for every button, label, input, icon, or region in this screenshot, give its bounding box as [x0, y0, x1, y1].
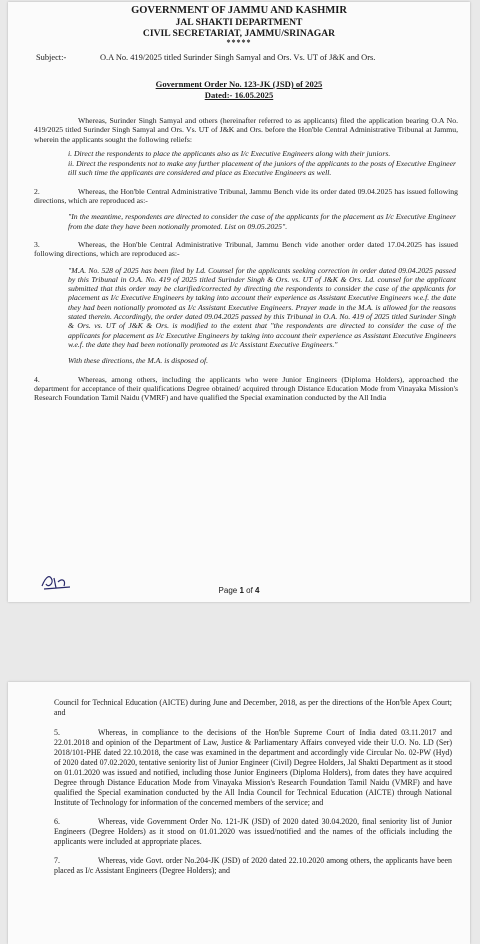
order-heading	[8, 79, 470, 100]
paragraph-3-text: Whereas, the Hon'ble Central Administrative Tribunal, Jammu Bench vide another order dated 17.04.2025 has issued following directions, which are reproduced as:-	[34, 239, 458, 259]
paragraph-7-number: 7.	[54, 856, 60, 865]
header-government: GOVERNMENT OF JAMMU AND KASHMIR	[131, 5, 347, 16]
letterhead	[8, 5, 470, 47]
order-number: Government Order No. 123-JK (JSD) of 2025	[155, 79, 323, 89]
paragraph-5-text: Whereas, in compliance to the decisions of the Hon'ble Supreme Court of India dated 03.11.2017 and 22.01.2018 and opinion of the Department of Law, Justice & Parliamentary Affairs conveyed vide their U.O. No. LD (Ser) 2018/101-PHE dated 22.10.2018, the case was examined in the department and accordingly vide Circular No. 02-PW (Hyd) of 2020 dated 07.02.2020, tentative seniority list of Junior Engineer (Civil) Degree Holders, Jal Shakti Department as it stood on 01.01.2020 was issued and notified, including those Junior Engineers (Diploma Holders), from dates they have acquired Degree through Distance Education Mode from Vinayaka Mission's Research Foundation Tamil Naidu (VMRF) and have qualified the Special examination conducted by the All India Council for Technical Education (AICTE) through National Institute of Technology for information of the concerned members of the service; and	[54, 728, 452, 807]
subject-line	[36, 52, 458, 63]
subject-text: O.A No. 419/2025 titled Surinder Singh Samyal and Ors. Vs. UT of J&K and Ors.	[100, 53, 376, 62]
current-page: 1	[239, 586, 244, 595]
paragraph-2-number: 2.	[34, 186, 40, 196]
paragraph-2-text: Whereas, the Hon'ble Central Administrative Tribunal, Jammu Bench vide its order dated 09.04.2025 has issued following directions, which are reproduced as:-	[34, 186, 458, 206]
page-label: Page	[218, 586, 240, 595]
page-of-label: of	[243, 586, 256, 595]
relief-1: i. Direct the respondents to place the applicants also as I/c Executive Engineers along with their juniors.	[68, 148, 391, 158]
paragraph-7-text: Whereas, vide Govt. order No.204-JK (JSD) of 2020 dated 22.10.2020 among others, the applicants have been placed as I/c Assistant Engineers (Degree Holders); and	[54, 856, 452, 875]
total-pages: 4	[255, 586, 260, 595]
paragraph-2	[34, 187, 458, 206]
quote-para-3-closing: With these directions, the M.A. is disposed of.	[68, 356, 208, 366]
paragraph-6	[54, 817, 452, 847]
header-department: JAL SHAKTI DEPARTMENT	[175, 17, 303, 28]
paragraph-4	[34, 375, 458, 403]
order-date: Dated:- 16.05.2025	[204, 89, 274, 100]
paragraph-6-number: 6.	[54, 817, 60, 826]
paragraph-3-number: 3.	[34, 239, 40, 249]
paragraph-4-number: 4.	[34, 374, 40, 384]
header-stars: *****	[226, 38, 252, 47]
paragraph-1: Whereas, Surinder Singh Samyal and others (hereinafter referred to as applicants) filed the application bearing O.A No. 419/2025 titled Surinder Singh Samyal and Ors. Vs. UT of J&K and Ors. before the Hon'ble Central Administrative Tribunal at Jammu, wherein the applicants sought the following reliefs:	[34, 116, 458, 144]
document-page-2	[8, 682, 470, 944]
paragraph-5	[54, 728, 452, 808]
quote-para-3: "M.A. No. 528 of 2025 has been filed by Ld. Counsel for the applicants seeking correction in order dated 09.04.2025 passed by this Tribunal in O.A. No. 419 of 2025 titled Surinder Singh & Ors. vs. UT of J&K & Ors. Ld. counsel for the applicant submitted that this order may be clarified/corrected by directing the respondents to consider the case of the applicants for placement as I/c Executive Engineers by taking into account their experience as Assistant Executive Engineers w.e.f. the date they had been notionally promoted as I/c Assistant Executive Engineers. Prayer made in the M.A. is allowed for the reasons stated therein. Accordingly, the order dated 09.04.2025 passed by this Tribunal in O.A. No. 419 of 2025 titled Surinder Singh & Ors. vs. UT of J&K & Ors. is modified to the extent that "the respondents are directed to consider the case of the applicants for placement as I/c Executive Engineers by taking into account their experience as Assistant Executive Engineers w.e.f. the date they had been notionally promoted as I/c Assistant Executive Engineers."	[68, 265, 456, 349]
paragraph-4-text: Whereas, among others, including the applicants who were Junior Engineers (Diploma Holders), approached the department for acceptance of their qualifications Degree obtained/ acquired through Distance Education Mode from Vinayaka Mission's Research Foundation Tamil Naidu (VMRF) and have qualified the Special examination conducted by the All India	[34, 374, 458, 403]
page-number-footer	[8, 586, 470, 595]
paragraph-6-text: Whereas, vide Government Order No. 121-JK (JSD) of 2020 dated 30.04.2020, final seniority list of Junior Engineers (Degree Holders) as it stood on 01.01.2020 was issued/notified and the names of the officials including the applicants were included at appropriate places.	[54, 817, 452, 846]
subject-label: Subject:-	[36, 53, 67, 62]
document-page-1	[8, 2, 470, 602]
paragraph-4-continued: Council for Technical Education (AICTE) during June and December, 2018, as per the directions of the Hon'ble Apex Court; and	[54, 698, 452, 717]
paragraph-3	[34, 240, 458, 259]
relief-2: ii. Direct the respondents not to make any further placement of the juniors of the applicants to the posts of Executive Engineer till such time the applicants are considered and place as Executive Engineers as well.	[68, 159, 457, 178]
header-secretariat: CIVIL SECRETARIAT, JAMMU/SRINAGAR	[142, 28, 336, 39]
quote-para-2: "In the meantime, respondents are directed to consider the case of the applicants for the placement as I/c Executive Engineer from the date they have been notionally promoted. List on 09.05.2025".	[68, 212, 456, 231]
paragraph-5-number: 5.	[54, 728, 60, 737]
paragraph-7	[54, 856, 452, 876]
